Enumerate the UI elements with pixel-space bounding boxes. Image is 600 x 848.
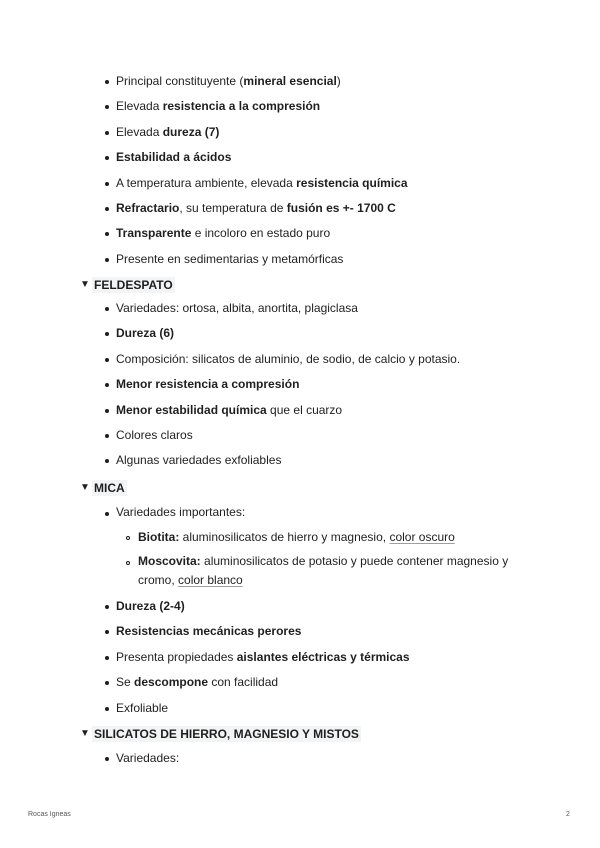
bold-text: fusión es +- 1700 C [286,201,396,215]
list-item [116,598,185,614]
bullet-dot [105,156,109,160]
list-item [116,427,193,443]
list-item [116,674,278,690]
list-item [116,750,179,766]
toggle-triangle-icon[interactable]: ▼ [80,728,90,739]
list-item [116,623,301,639]
plain-text: Variedades: ortosa, albita, anortita, plagiclasa [116,301,358,315]
biotita-text: aluminosilicatos de hierro y magnesio, [179,530,390,544]
bold-text: Refractario [116,201,180,215]
list-item-biotita [138,529,455,545]
list-item [116,700,168,716]
bullet-dot [105,605,109,609]
bullet-dot [105,459,109,463]
footer-page-number: 2 [566,811,570,818]
biotita-label: Biotita: [138,530,180,544]
section-heading-mica: MICA [94,481,125,495]
plain-text: e incoloro en estado puro [191,226,331,241]
bold-text: mineral esencial [243,74,337,88]
bullet-dot [105,307,109,311]
bullet-dot [105,707,109,711]
moscovita-label: Moscovita: [138,554,201,568]
bold-text: Transparente [116,226,192,241]
moscovita-text: aluminosilicatos de potasio y puede contener magnesio y cromo, [138,554,509,587]
plain-text: A temperatura ambiente, elevada [116,175,297,190]
plain-text: , su temperatura de [179,201,287,215]
list-item: Variedades importantes: [116,505,246,519]
circle-bullet [126,561,130,565]
section-heading-feldespato: FELDESPATO [94,278,173,292]
list-item [116,149,231,165]
biotita-color-link[interactable]: color oscuro [389,530,455,544]
bold-text: aislantes eléctricas y térmicas [236,649,410,664]
list-item [116,124,219,140]
bullet-dot [105,383,109,387]
footer-document-name: Rocas Igneas [28,811,71,818]
plain-text: Elevada [116,99,163,114]
list-item [116,225,330,241]
bullet-dot [105,258,109,262]
plain-text: Composición: silicatos de aluminio, de sodio, de calcio y potasio. [116,351,461,366]
bold-text: resistencia a la compresión [162,99,321,114]
list-item [116,98,320,114]
bold-text: Resistencias mecánicas perores [116,624,302,639]
bullet-dot [105,105,109,109]
plain-text: Principal constituyente ( [116,74,244,88]
list-item [116,376,299,392]
bullet-dot [105,434,109,438]
list-item [116,325,174,341]
plain-text: Variedades: [116,751,180,765]
bullet-dot [105,656,109,660]
plain-text: Colores claros [116,428,193,442]
bold-text: Dureza (2-4) [116,599,185,613]
bullet-dot [105,358,109,362]
bullet-dot [105,512,109,516]
list-item [116,251,343,267]
plain-text: Exfoliable [116,700,169,715]
list-item [116,73,341,89]
bold-text: Menor estabilidad química [116,402,267,417]
plain-text: Presente en sedimentarias y metamórficas [116,251,344,266]
list-item [116,452,281,468]
list-item [116,649,410,665]
bold-text: descompone [134,675,209,690]
bold-text: Estabilidad a ácidos [116,150,232,165]
list-item-moscovita [138,552,513,590]
toggle-triangle-icon[interactable]: ▼ [80,279,90,290]
list-item [116,402,342,418]
plain-text: que el cuarzo [266,402,343,417]
bold-text: Dureza (6) [116,326,175,341]
plain-text: ) [336,74,341,88]
bullet-dot [105,332,109,336]
toggle-triangle-icon[interactable]: ▼ [80,482,90,493]
plain-text: con facilidad [208,675,279,690]
bullet-dot [105,630,109,634]
list-item [116,200,396,216]
bold-text: resistencia química [296,175,408,190]
bullet-dot [105,207,109,211]
circle-bullet [126,536,130,540]
bullet-dot [105,409,109,413]
list-item [116,175,408,191]
bullet-dot [105,80,109,84]
plain-text: Elevada [116,124,163,139]
list-item [116,300,358,316]
list-item [116,351,460,367]
section-heading-silicatos: SILICATOS DE HIERRO, MAGNESIO Y MISTOS [94,727,359,741]
moscovita-color-link[interactable]: color blanco [178,573,243,587]
bullet-dot [105,182,109,186]
bold-text: Menor resistencia a compresión [116,377,300,392]
bullet-dot [105,681,109,685]
bullet-dot [105,757,109,761]
plain-text: Algunas variedades exfoliables [116,453,282,468]
bullet-dot [105,232,109,236]
bullet-dot [105,131,109,135]
bold-text: dureza (7) [162,124,220,139]
plain-text: Se [116,675,135,690]
plain-text: Presenta propiedades [116,649,237,664]
